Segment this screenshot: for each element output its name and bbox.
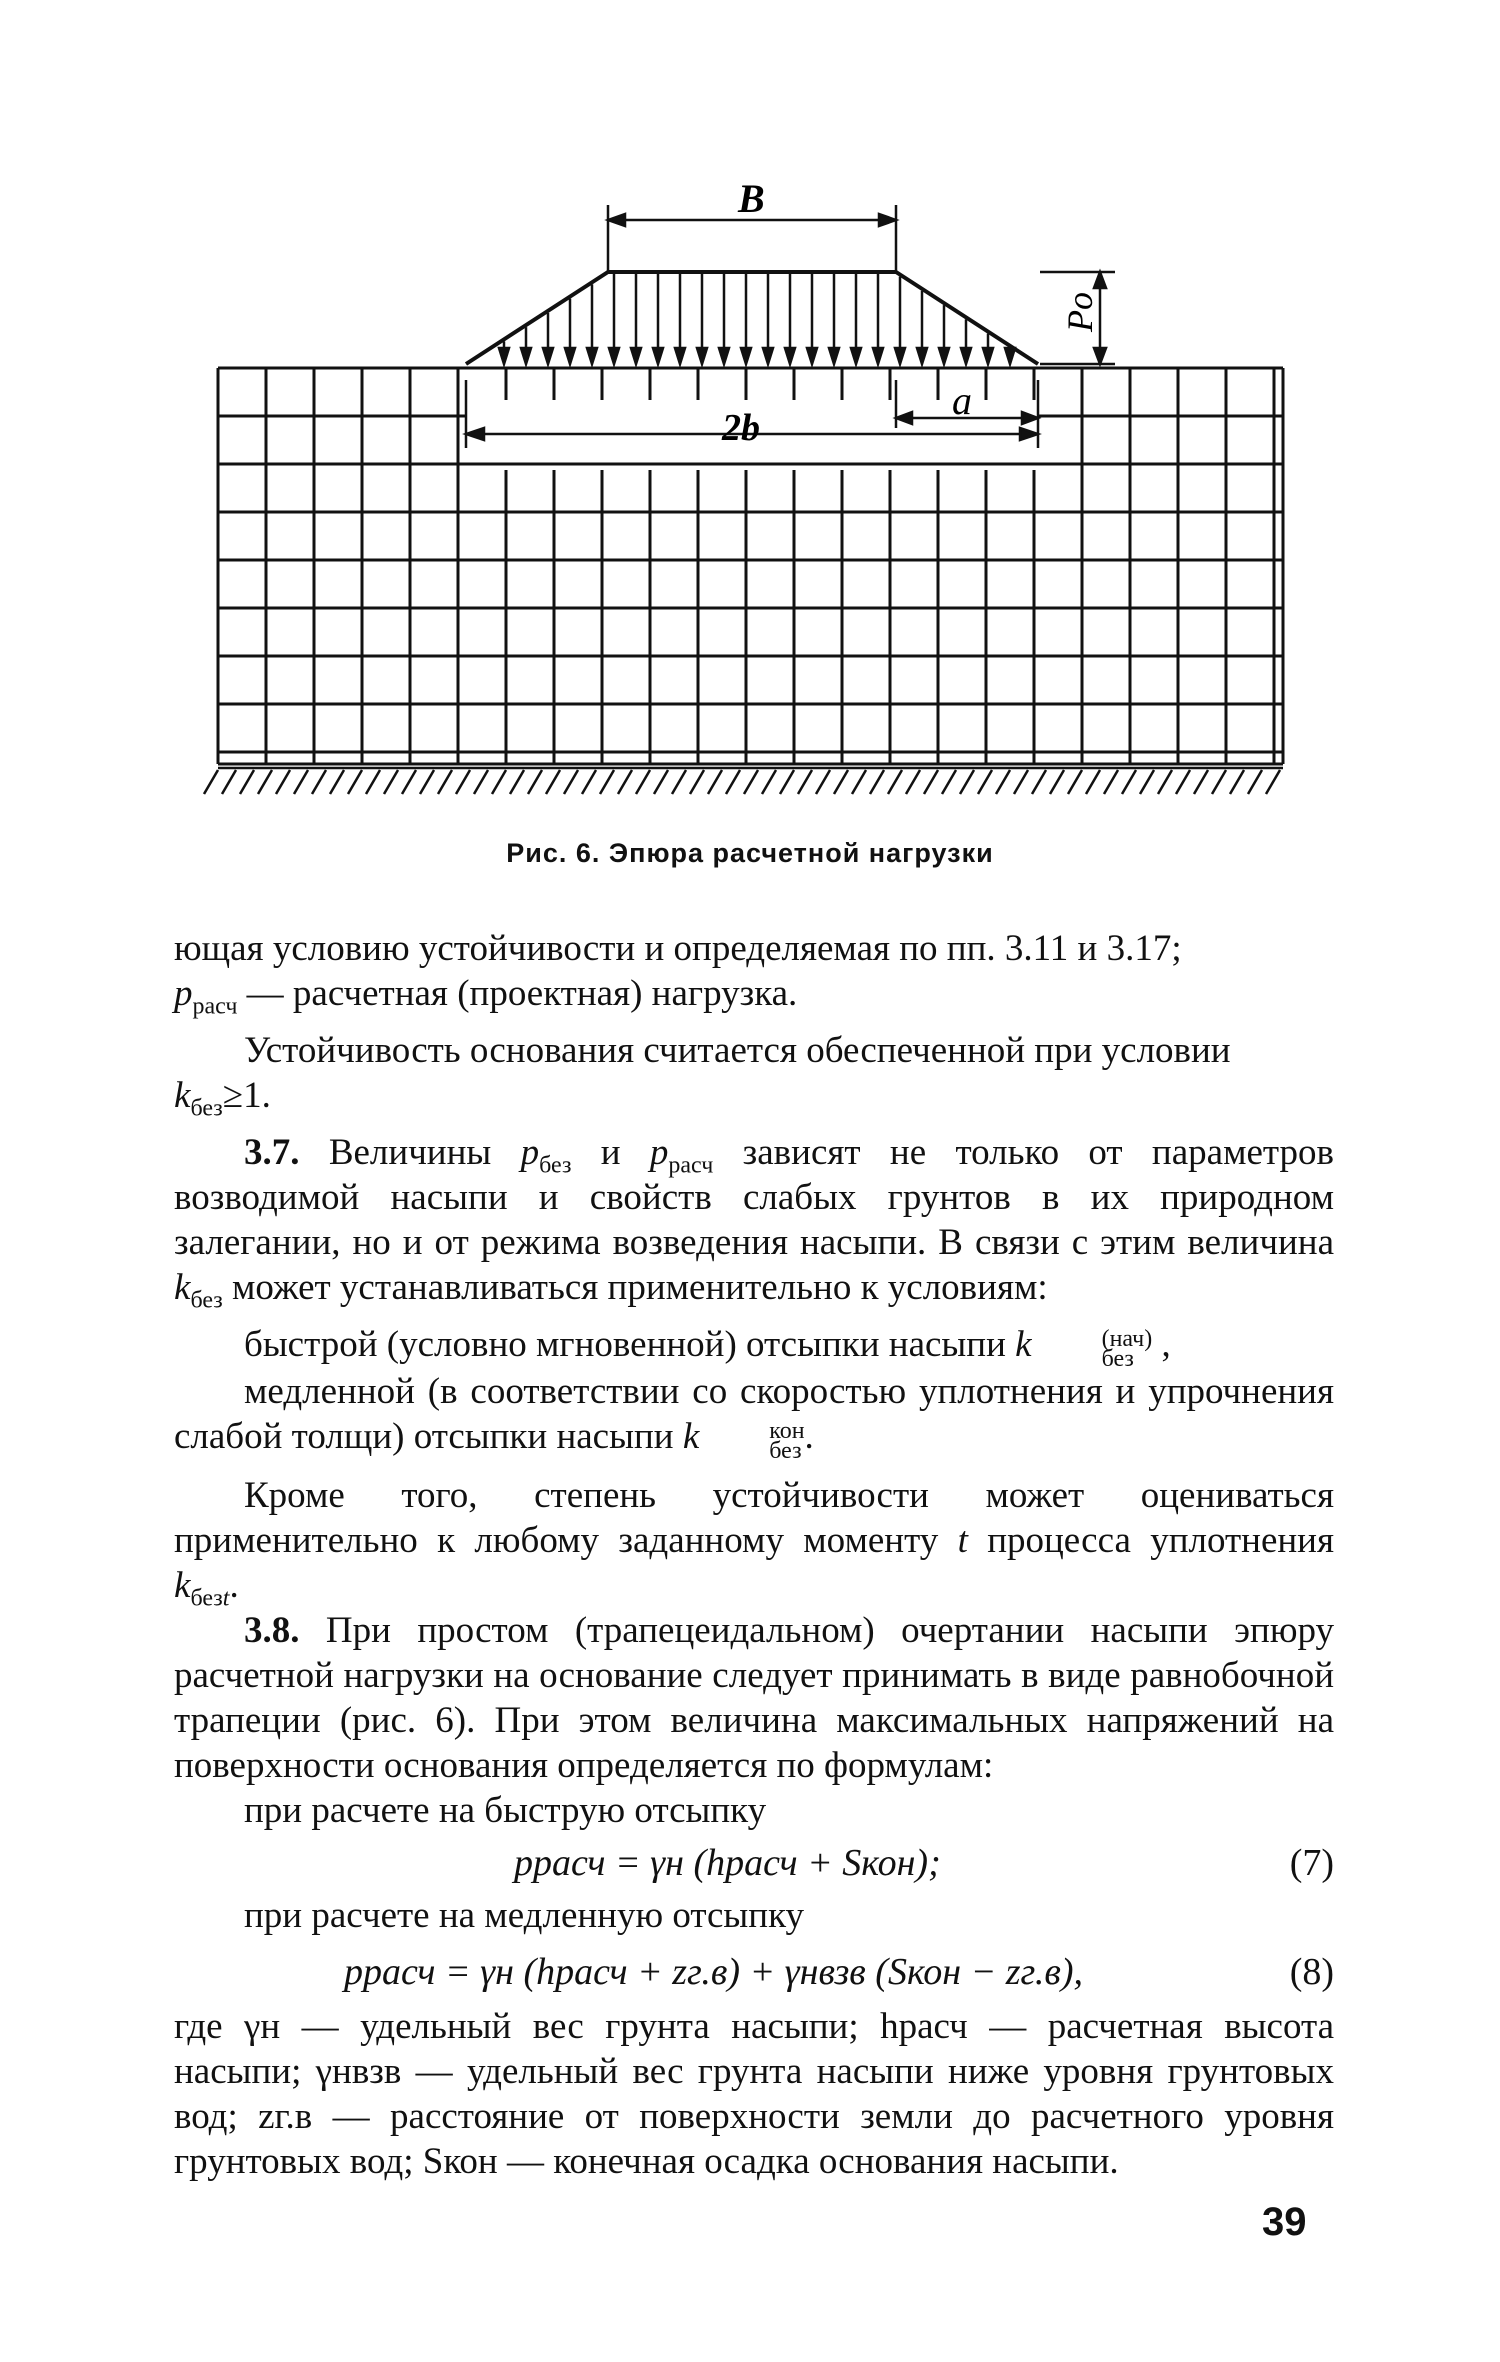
paragraph-3-7: 3.7. Величины $p_{без}$ и $p_{расч}$ зависят не только от параметров возводимой насыпи и свойств слабых грунтов в их природном залегании, но и от режима возведения насыпи. В связи с этим величина $k_{без}$ может устанавливаться применительно к условиям: [174,1132,1334,1314]
hatch-stroke [240,770,254,794]
hatch-stroke [888,770,902,794]
hatch-stroke [420,770,434,794]
paragraph-slow-fill: при расчете на медленную отсыпку [244,1895,805,1936]
load-arrow-head [565,348,575,364]
paragraph-2: Устойчивость основания считается обеспеченной при условии $k_{без}\ge 1$. [174,1030,1231,1122]
load-arrow-head [675,348,685,364]
load-arrow-head [543,348,553,364]
load-arrow-head [741,348,751,364]
formula-8-body: pрасч = γн (hрасч + zг.в) + γнвзв (Sкон − zг.в), [344,1951,1084,1993]
hatch-stroke [816,770,830,794]
hatch-stroke [870,770,884,794]
hatch-stroke [1104,770,1118,794]
hatch-stroke [618,770,632,794]
hatch-stroke [1068,770,1082,794]
hatch-stroke [492,770,506,794]
load-arrow-head [521,348,531,364]
body-text [174,926,1334,2184]
hatch-stroke [708,770,722,794]
load-arrow-head [939,348,949,364]
label-B: B [738,176,765,221]
hatch-stroke [402,770,416,794]
formula-7-number: (7) [1289,1842,1334,1884]
hatch-stroke [366,770,380,794]
label-2b: 2b [722,407,760,449]
hatch-stroke [852,770,866,794]
paragraph-4: быстрой (условно мгновенной) отсыпки насыпи k (нач) без , [244,1324,1171,1372]
page-number: 39 [1262,2200,1307,2244]
hatch-stroke [456,770,470,794]
load-arrow-head [763,348,773,364]
load-arrow-head [807,348,817,364]
load-arrows [499,274,1015,364]
hatch-stroke [924,770,938,794]
formula-7-body: pрасч = γн (hрасч + Sкон); [514,1842,941,1884]
hatch-stroke [690,770,704,794]
hatch-stroke [348,770,362,794]
hatch-stroke [330,770,344,794]
hatch-stroke [744,770,758,794]
hatch-stroke [996,770,1010,794]
hatch-stroke [204,770,218,794]
load-arrow-head [609,348,619,364]
figure-caption: Рис. 6. Эпюра расчетной нагрузки [506,838,994,868]
formula-8-number: (8) [1289,1951,1334,1993]
load-arrow-head [917,348,927,364]
load-arrow-head [961,348,971,364]
hatch-stroke [762,770,776,794]
hatch-stroke [1248,770,1262,794]
hatch-stroke [1140,770,1154,794]
hatch-stroke [222,770,236,794]
hatch-stroke [726,770,740,794]
hatch-stroke [1176,770,1190,794]
hatch-stroke [1014,770,1028,794]
hatch-stroke [672,770,686,794]
hatch-stroke [582,770,596,794]
load-arrow-head [851,348,861,364]
paragraph-fast-fill: при расчете на быструю отсыпку [244,1790,767,1831]
hatch-stroke [564,770,578,794]
hatch-stroke [654,770,668,794]
hatch-stroke [294,770,308,794]
paragraph-6: Кроме того, степень устойчивости может оцениваться применительно к любому заданному моменту t процесса уплотнения $k_{безt}$. [174,1475,1334,1612]
hatch-stroke [1212,770,1226,794]
load-arrow-head [499,348,509,364]
hatch-stroke [528,770,542,794]
hatch-stroke [600,770,614,794]
hatch-stroke [312,770,326,794]
formula-8 [174,1938,1334,2004]
hatch-stroke [510,770,524,794]
hatch-stroke [798,770,812,794]
hatch-stroke [384,770,398,794]
paragraph-definitions: где γн — удельный вес грунта насыпи; hрасч — расчетная высота насыпи; γнвзв — удельный вес грунта насыпи ниже уровня грунтовых вод; zг.в — расстояние от поверхности земли до расчетного уровня грунтовых вод; Sкон — конечная осадка основания насыпи. [174,2006,1334,2182]
bedrock-hatching [204,768,1283,794]
hatch-stroke [834,770,848,794]
hatch-stroke [258,770,272,794]
hatch-stroke [438,770,452,794]
paragraph-1: ющая условию устойчивости и определяемая по пп. 3.11 и 3.17; $p_{расч}$ — расчетная (проектная) нагрузка. [174,928,1182,1020]
hatch-stroke [1194,770,1208,794]
hatch-stroke [1230,770,1244,794]
load-arrow-head [697,348,707,364]
load-diagram-figure [0,0,1500,820]
paragraph-3-8: 3.8. При простом (трапецеидальном) очертании насыпи эпюру расчетной нагрузки на основание следует принимать в виде равнобочной трапеции (рис. 6). При этом величина максимальных напряжений на поверхности основания определяется по формулам: [174,1610,1334,1786]
hatch-stroke [960,770,974,794]
hatch-stroke [1086,770,1100,794]
load-arrow-head [587,348,597,364]
hatch-stroke [1032,770,1046,794]
label-a: a [952,378,972,423]
load-arrow-head [895,348,905,364]
load-arrow-head [719,348,729,364]
hatch-stroke [636,770,650,794]
load-arrow-head [873,348,883,364]
hatch-stroke [276,770,290,794]
label-Po: Po [1060,292,1100,332]
paragraph-5: медленной (в соответствии со скоростью уплотнения и упрочнения слабой толщи) отсыпки насыпи k кон без . [174,1371,1334,1464]
load-arrow-head [983,348,993,364]
load-arrow-head [1005,348,1015,364]
formula-7 [174,1833,1334,1893]
load-arrow-head [785,348,795,364]
hatch-stroke [474,770,488,794]
load-arrow-head [631,348,641,364]
hatch-stroke [780,770,794,794]
hatch-stroke [1122,770,1136,794]
hatch-stroke [1050,770,1064,794]
hatch-stroke [1158,770,1172,794]
load-arrow-head [653,348,663,364]
load-arrow-head [829,348,839,364]
hatch-stroke [942,770,956,794]
hatch-stroke [546,770,560,794]
hatch-stroke [906,770,920,794]
hatch-stroke [978,770,992,794]
hatch-stroke [1266,770,1280,794]
